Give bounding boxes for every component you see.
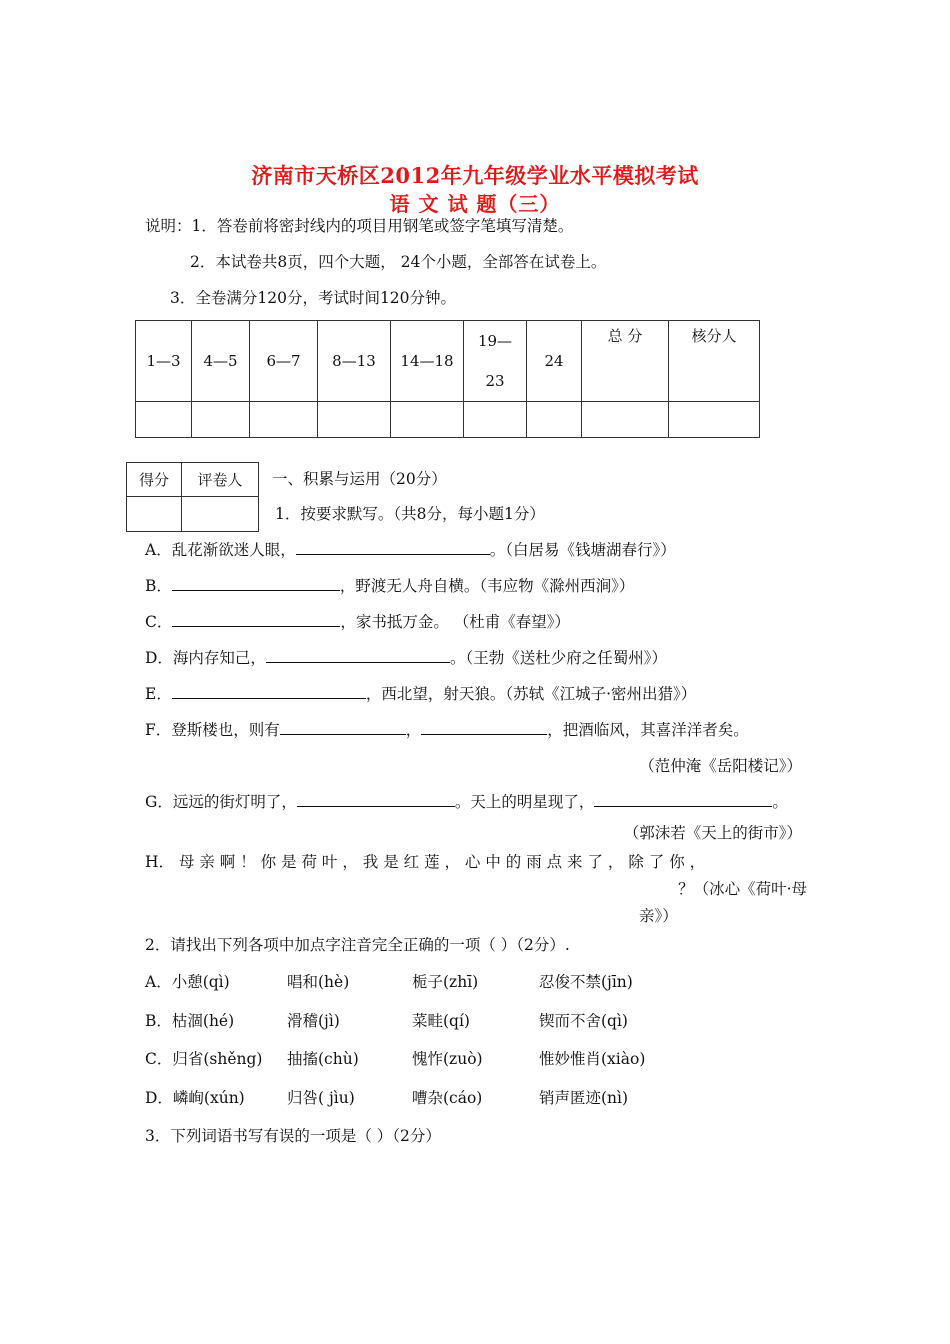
grader-score-label: 得分 xyxy=(127,463,182,497)
q1-a-suffix: 。（白居易《钱塘湖春行》） xyxy=(489,541,676,559)
instruction-2: 2．本试卷共8页，四个大题， 24个小题，全部答在试卷上。 xyxy=(190,253,607,271)
q2-option-a-2: 唱和(hè) xyxy=(287,973,350,991)
q1-f-source: （范仲淹《岳阳楼记》） xyxy=(639,757,802,775)
score-col-1: 1—3 xyxy=(136,321,192,402)
q2-option-a-1: A．小憩(qì) xyxy=(145,973,230,991)
answer-blank[interactable] xyxy=(172,612,340,627)
q1-item-c xyxy=(145,610,570,632)
score-col-5: 14—18 xyxy=(391,321,464,402)
score-col-checker: 核分人 xyxy=(669,321,760,402)
answer-blank[interactable] xyxy=(172,576,340,591)
q1-d-prefix: D．海内存知己， xyxy=(145,649,266,667)
q1-b-prefix: B． xyxy=(145,577,172,595)
question-1-stem: 1．按要求默写。（共8分，每小题1分） xyxy=(275,505,545,523)
score-cell[interactable] xyxy=(136,402,192,438)
answer-blank[interactable] xyxy=(280,720,406,735)
instruction-1: 说明：1．答卷前将密封线内的项目用钢笔或签字笔填写清楚。 xyxy=(145,217,574,235)
q1-f-prefix: F．登斯楼也，则有 xyxy=(145,721,280,739)
q2-option-a-4: 忍俊不禁(jīn) xyxy=(539,973,633,991)
q1-g-suffix: 。 xyxy=(772,793,788,811)
q1-f-middle: ， xyxy=(405,721,422,739)
q1-item-d xyxy=(145,646,667,668)
score-cell[interactable] xyxy=(318,402,391,438)
q2-option-d-1: D．嶙峋(xún) xyxy=(145,1089,245,1107)
answer-blank[interactable] xyxy=(297,792,455,807)
score-cell[interactable] xyxy=(391,402,464,438)
q1-b-suffix: ，野渡无人舟自横。（韦应物《滁州西涧》） xyxy=(339,577,635,595)
q2-option-c-2: 抽搐(chù) xyxy=(287,1050,359,1068)
grader-score-cell[interactable] xyxy=(127,497,182,532)
score-col-6-bottom: 23 xyxy=(485,372,505,390)
q1-g-middle: 。天上的明星现了， xyxy=(454,793,595,811)
q1-h-line3: 亲》） xyxy=(639,907,678,925)
q1-item-f xyxy=(145,718,749,740)
q1-item-e xyxy=(145,682,696,704)
q2-option-b-3: 菜畦(qí) xyxy=(412,1012,470,1030)
q1-d-suffix: 。（王勃《送杜少府之任蜀州》） xyxy=(449,649,667,667)
grader-name-label: 评卷人 xyxy=(182,463,259,497)
answer-blank[interactable] xyxy=(421,720,547,735)
q2-option-d-2: 归咎( jìu) xyxy=(287,1089,355,1107)
answer-blank[interactable] xyxy=(296,540,490,555)
score-cell[interactable] xyxy=(527,402,582,438)
q1-e-suffix: ，西北望，射天狼。（苏轼《江城子·密州出猎》） xyxy=(365,685,697,703)
q1-item-b xyxy=(145,574,634,596)
q2-option-b-4: 锲而不舍(qì) xyxy=(539,1012,628,1030)
q1-g-source: （郭沫若《天上的街市》） xyxy=(623,824,802,842)
score-cell[interactable] xyxy=(582,402,669,438)
score-cell[interactable] xyxy=(250,402,318,438)
q1-f-suffix: ，把酒临风，其喜洋洋者矣。 xyxy=(547,721,749,739)
score-cell[interactable] xyxy=(192,402,250,438)
exam-subtitle: 语 文 试 题（三） xyxy=(389,192,561,216)
q2-option-c-4: 惟妙惟肖(xiào) xyxy=(539,1050,646,1068)
q1-g-prefix: G．远远的街灯明了， xyxy=(145,793,297,811)
score-col-2: 4—5 xyxy=(192,321,250,402)
q2-option-d-3: 嘈杂(cáo) xyxy=(412,1089,483,1107)
question-3-stem: 3．下列词语书写有误的一项是（ ）（2分） xyxy=(145,1127,441,1145)
q2-option-a-3: 栀子(zhī) xyxy=(412,973,479,991)
question-2-stem: 2．请找出下列各项中加点字注音完全正确的一项（ ）（2分）. xyxy=(145,936,570,954)
score-cell[interactable] xyxy=(464,402,527,438)
q2-option-b-2: 滑稽(jì) xyxy=(287,1012,340,1030)
q1-c-suffix: ，家书抵万金。 （杜甫《春望》） xyxy=(340,613,571,631)
score-table xyxy=(135,320,760,438)
score-cell[interactable] xyxy=(669,402,760,438)
section-heading: 一、积累与运用（20分） xyxy=(272,470,447,488)
q1-h-line2: ？（冰心《荷叶·母 xyxy=(678,880,807,898)
q1-item-a xyxy=(145,538,676,560)
score-col-4: 8—13 xyxy=(318,321,391,402)
score-col-7: 24 xyxy=(527,321,582,402)
answer-blank[interactable] xyxy=(266,648,450,663)
answer-blank[interactable] xyxy=(172,684,366,699)
score-col-6-top: 19— xyxy=(477,332,513,350)
score-col-total: 总 分 xyxy=(582,321,669,402)
answer-blank[interactable] xyxy=(594,792,772,807)
score-col-3: 6—7 xyxy=(250,321,318,402)
q1-a-prefix: A．乱花渐欲迷人眼， xyxy=(145,541,296,559)
instruction-3: 3．全卷满分120分，考试时间120分钟。 xyxy=(170,289,457,307)
score-col-6 xyxy=(464,321,527,402)
q1-item-g xyxy=(145,790,788,812)
q1-item-h: H． 母 亲 啊 ！ 你 是 荷 叶 ， 我 是 红 莲 ， 心 中 的 雨 点 来 了 ， 除 了 你 ， xyxy=(145,853,706,871)
q2-option-d-4: 销声匿迹(nì) xyxy=(539,1089,629,1107)
exam-title: 济南市天桥区2012年九年级学业水平模拟考试 xyxy=(251,163,699,188)
grader-table xyxy=(126,462,259,532)
q2-option-c-1: C．归省(shěng) xyxy=(145,1050,263,1068)
q1-c-prefix: C． xyxy=(145,613,173,631)
q2-option-b-1: B．枯涸(hé) xyxy=(145,1012,235,1030)
grader-name-cell[interactable] xyxy=(182,497,259,532)
q1-e-prefix: E． xyxy=(145,685,172,703)
q2-option-c-3: 愧怍(zuò) xyxy=(412,1050,483,1068)
